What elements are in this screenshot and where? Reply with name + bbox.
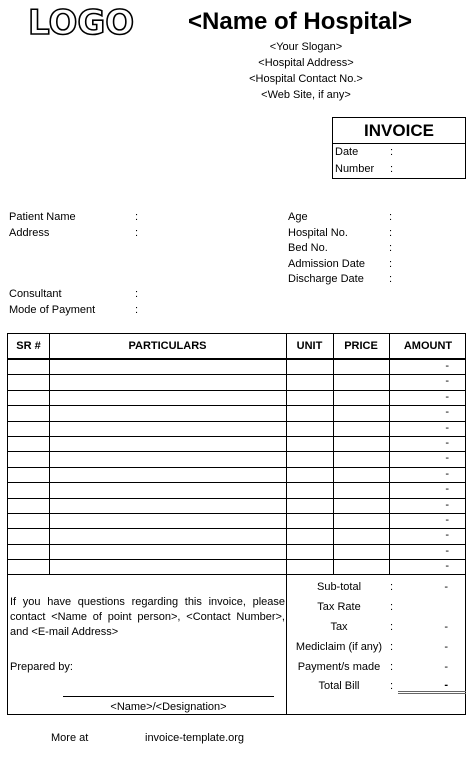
footer-more-at: More at [51, 732, 89, 744]
total-bill-label: Total Bill [318, 680, 360, 692]
invoice-number-row [333, 161, 465, 178]
bed-no-colon: : [389, 242, 393, 254]
payments-made-label: Payment/s made [297, 661, 381, 673]
invoice-number-label: Number [335, 163, 375, 175]
total-bill-colon: : [390, 680, 394, 692]
row-amount-value: - [445, 467, 449, 480]
table-row-divider [8, 498, 465, 499]
subtotal-label: Sub-total [316, 581, 362, 593]
tax-rate-label: Tax Rate [317, 601, 361, 613]
payment-mode-colon: : [135, 304, 139, 316]
hospital-address: <Hospital Address> [258, 57, 354, 69]
col-divider [286, 334, 287, 574]
table-row-divider [8, 544, 465, 545]
row-amount-value: - [445, 390, 449, 403]
row-amount-value: - [445, 421, 449, 434]
prepared-by-label: Prepared by: [10, 661, 73, 673]
hospital-slogan: <Your Slogan> [269, 41, 343, 53]
items-table [7, 333, 466, 575]
payments-made-value: - [444, 661, 448, 673]
bed-no-label: Bed No. [288, 242, 328, 254]
subtotal-colon: : [390, 581, 394, 593]
table-row-divider [8, 482, 465, 483]
row-amount-value: - [445, 452, 449, 465]
invoice-number-colon: : [390, 163, 394, 175]
row-amount-value: - [445, 529, 449, 542]
subtotal-value: - [444, 581, 448, 593]
table-row-divider [8, 451, 465, 452]
table-row-divider [8, 528, 465, 529]
invoice-date-label: Date [335, 146, 359, 158]
row-amount-value: - [445, 360, 449, 372]
col-divider [49, 334, 50, 574]
logo: LOGO [28, 3, 135, 43]
invoice-question-note: If you have questions regarding this invoice, please contact <Name of point person>, <Contact Number>, and <E-mail Address> [10, 596, 285, 638]
table-row-divider [8, 405, 465, 406]
table-row-divider [8, 374, 465, 375]
address-label: Address [9, 227, 50, 239]
invoice-box [332, 117, 466, 179]
payment-mode-label: Mode of Payment [9, 304, 96, 316]
age-colon: : [389, 211, 393, 223]
total-bill-value: - [444, 679, 448, 691]
tax-rate-colon: : [390, 601, 394, 613]
header-price: PRICE [344, 340, 378, 352]
row-amount-value: - [445, 560, 449, 573]
discharge-date-colon: : [389, 273, 393, 285]
payments-made-colon: : [390, 661, 394, 673]
hospital-no-colon: : [389, 227, 393, 239]
signature-name-designation: <Name>/<Designation> [110, 701, 227, 713]
row-amount-value: - [445, 483, 449, 496]
address-colon: : [135, 227, 139, 239]
hospital-no-label: Hospital No. [288, 227, 348, 239]
header-particulars: PARTICULARS [128, 340, 207, 352]
header-amount: AMOUNT [403, 340, 453, 352]
mediclaim-value: - [444, 641, 448, 653]
table-row-divider [8, 421, 465, 422]
admission-date-label: Admission Date [288, 258, 366, 270]
table-row-divider [8, 467, 465, 468]
row-amount-value: - [445, 406, 449, 419]
table-row-divider [8, 513, 465, 514]
age-label: Age [288, 211, 308, 223]
discharge-date-label: Discharge Date [288, 273, 364, 285]
invoice-date-colon: : [390, 146, 394, 158]
invoice-title: INVOICE [333, 118, 465, 144]
tax-value: - [444, 621, 448, 633]
header-sr: SR # [16, 340, 41, 352]
table-row-divider [8, 390, 465, 391]
invoice-date-row [333, 144, 465, 161]
col-divider [389, 334, 390, 574]
table-header [8, 334, 465, 359]
row-amount-value: - [445, 544, 449, 557]
row-amount-value: - [445, 498, 449, 511]
footer-site-link[interactable]: invoice-template.org [145, 732, 245, 744]
hospital-name: <Name of Hospital> [188, 8, 413, 35]
patient-name-colon: : [135, 211, 139, 223]
consultant-label: Consultant [9, 288, 62, 300]
table-row-divider [8, 559, 465, 560]
admission-date-colon: : [389, 258, 393, 270]
summary-section [7, 574, 466, 715]
tax-label: Tax [330, 621, 348, 633]
consultant-colon: : [135, 288, 139, 300]
row-amount-value: - [445, 375, 449, 388]
tax-colon: : [390, 621, 394, 633]
row-amount-value: - [445, 437, 449, 449]
mediclaim-label: Mediclaim (if any) [295, 641, 383, 653]
table-row-divider [8, 359, 465, 360]
table-row-divider [8, 436, 465, 437]
col-divider [333, 334, 334, 574]
hospital-website: <Web Site, if any> [261, 89, 351, 101]
total-bill-underline [398, 691, 466, 694]
signature-line [63, 696, 274, 697]
patient-name-label: Patient Name [9, 211, 76, 223]
row-amount-value: - [445, 514, 449, 526]
header-unit: UNIT [296, 340, 323, 352]
hospital-contact: <Hospital Contact No.> [249, 73, 363, 85]
mediclaim-colon: : [390, 641, 394, 653]
